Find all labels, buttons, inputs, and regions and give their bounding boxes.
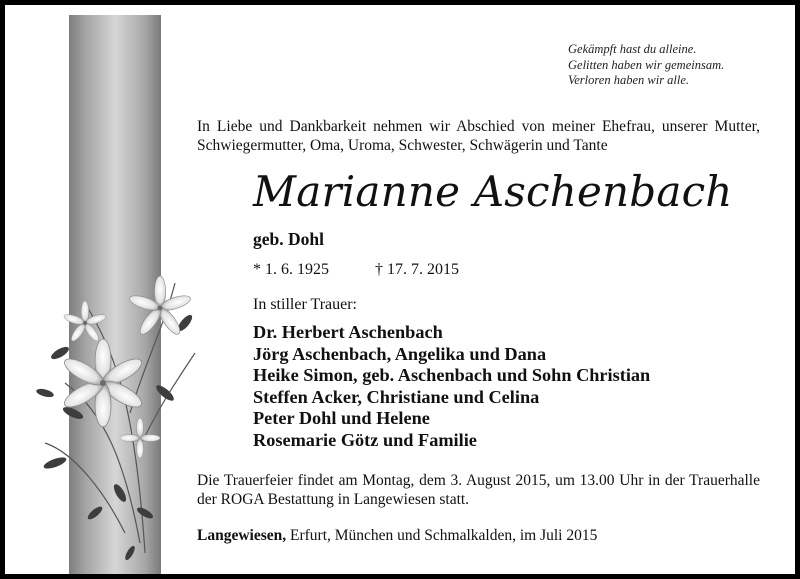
motto-line: Gekämpft hast du alleine. xyxy=(568,42,697,56)
intro-text: In Liebe und Dankbarkeit nehmen wir Abschied von meiner Ehefrau, unserer Mutter, Schwiegermutter, Oma, Uroma, Schwester, Schwägerin und Tante xyxy=(197,118,760,154)
mourner-name: Heike Simon, geb. Aschenbach und Sohn Christian xyxy=(253,365,651,385)
maiden-name: geb. Dohl xyxy=(253,229,324,249)
motto-line: Verloren haben wir alle. xyxy=(568,73,690,87)
place-town: Langewiesen, xyxy=(197,527,287,544)
life-dates xyxy=(253,261,459,279)
motto-poem xyxy=(568,42,778,89)
mourning-label: In stiller Trauer: xyxy=(253,296,357,313)
place-rest: Erfurt, München und Schmalkalden, im Juli 2015 xyxy=(286,527,598,544)
birth-date: * 1. 6. 1925 xyxy=(253,261,329,278)
mourner-list xyxy=(253,322,650,451)
death-date: † 17. 7. 2015 xyxy=(375,261,459,278)
mourner-name: Peter Dohl und Helene xyxy=(253,408,430,428)
mourner-name: Dr. Herbert Aschenbach xyxy=(253,322,443,342)
deceased-name: Marianne Aschenbach xyxy=(253,167,733,216)
mourner-name: Jörg Aschenbach, Angelika und Dana xyxy=(253,343,547,364)
place-and-date xyxy=(197,527,597,545)
funeral-notice: Die Trauerfeier findet am Montag, dem 3. August 2015, um 13.00 Uhr in der Trauerhalle der ROGA Bestattung in Langewiesen statt. xyxy=(197,472,760,508)
flower-bouquet-image xyxy=(25,263,215,563)
motto-line: Gelitten haben wir gemeinsam. xyxy=(568,57,725,72)
mourner-name: Steffen Acker, Christiane und Celina xyxy=(253,386,540,407)
mourner-name: Rosemarie Götz und Familie xyxy=(253,429,477,450)
